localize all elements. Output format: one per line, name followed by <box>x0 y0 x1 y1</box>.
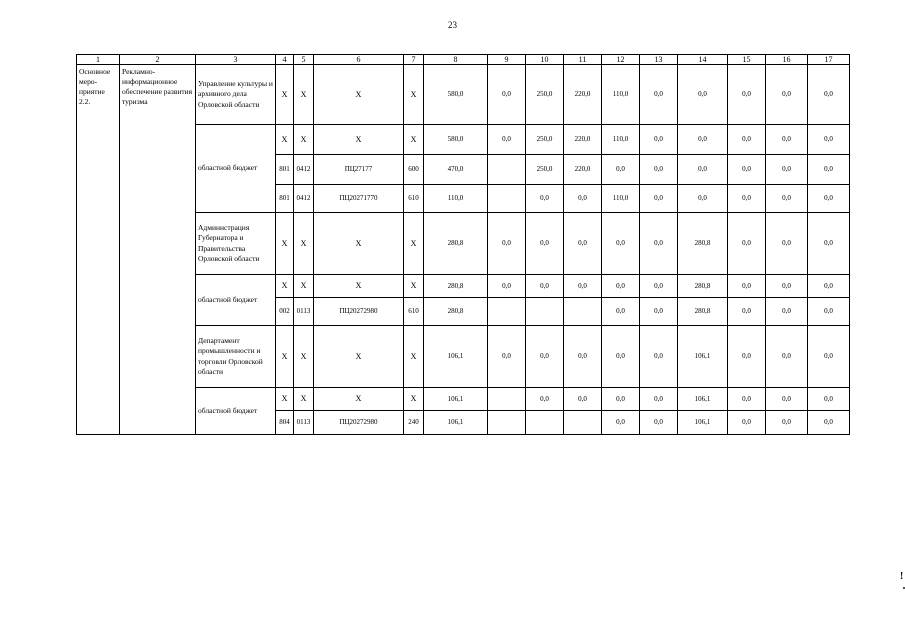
value-cell: 280,8 <box>678 275 728 298</box>
value-cell: 0,0 <box>766 155 808 185</box>
value-cell: 106,1 <box>424 411 488 435</box>
value-cell: 0,0 <box>526 326 564 388</box>
value-cell: Х <box>276 125 294 155</box>
value-cell: 610 <box>404 185 424 213</box>
column-number-12: 12 <box>602 55 640 65</box>
value-cell: 0113 <box>294 298 314 326</box>
value-cell: 0,0 <box>808 411 850 435</box>
value-cell: 0,0 <box>808 388 850 411</box>
value-cell: 0,0 <box>808 275 850 298</box>
value-cell: Х <box>276 213 294 275</box>
value-cell: 0,0 <box>640 65 678 125</box>
value-cell: 0,0 <box>766 213 808 275</box>
value-cell: 801 <box>276 185 294 213</box>
value-cell: 0,0 <box>808 298 850 326</box>
value-cell: ПЦ20271770 <box>314 185 404 213</box>
column-number-2: 2 <box>120 55 196 65</box>
value-cell: 0,0 <box>766 326 808 388</box>
value-cell: 0,0 <box>766 65 808 125</box>
value-cell: 106,1 <box>678 411 728 435</box>
value-cell: Х <box>404 275 424 298</box>
value-cell: 0,0 <box>602 275 640 298</box>
value-cell: 0,0 <box>602 213 640 275</box>
budget-table <box>76 54 850 435</box>
column-number-6: 6 <box>314 55 404 65</box>
value-cell: 280,8 <box>424 275 488 298</box>
value-cell: 0,0 <box>728 298 766 326</box>
value-cell <box>526 298 564 326</box>
value-cell: Х <box>404 326 424 388</box>
value-cell: 280,8 <box>424 213 488 275</box>
value-cell: 0,0 <box>728 275 766 298</box>
value-cell: 0,0 <box>678 65 728 125</box>
value-cell: 0,0 <box>526 213 564 275</box>
value-cell: 280,8 <box>678 298 728 326</box>
org-row <box>77 65 850 125</box>
value-cell: 0,0 <box>488 65 526 125</box>
value-cell: 220,0 <box>564 65 602 125</box>
value-cell: 0,0 <box>564 275 602 298</box>
value-cell: Х <box>404 125 424 155</box>
column-number-3: 3 <box>196 55 276 65</box>
column-number-7: 7 <box>404 55 424 65</box>
value-cell: 0,0 <box>640 185 678 213</box>
value-cell: 0,0 <box>602 388 640 411</box>
value-cell: 0,0 <box>564 388 602 411</box>
value-cell: Х <box>314 125 404 155</box>
value-cell: 0,0 <box>488 326 526 388</box>
column-number-row <box>77 55 850 65</box>
value-cell: 280,8 <box>678 213 728 275</box>
value-cell: 106,1 <box>678 326 728 388</box>
page-number: 23 <box>448 20 457 30</box>
value-cell: 580,0 <box>424 125 488 155</box>
value-cell: 106,1 <box>424 326 488 388</box>
value-cell: 580,0 <box>424 65 488 125</box>
value-cell: 0,0 <box>640 411 678 435</box>
value-cell: Х <box>294 125 314 155</box>
value-cell: Х <box>314 65 404 125</box>
value-cell: 250,0 <box>526 65 564 125</box>
value-cell: 106,1 <box>678 388 728 411</box>
org-name-cell: Администрация Губернатора и Правительства Орловской области <box>196 213 276 275</box>
value-cell: 0,0 <box>808 125 850 155</box>
value-cell: 0,0 <box>488 213 526 275</box>
column-number-13: 13 <box>640 55 678 65</box>
value-cell: 0,0 <box>728 411 766 435</box>
value-cell: Х <box>404 388 424 411</box>
value-cell <box>488 298 526 326</box>
value-cell: 220,0 <box>564 125 602 155</box>
value-cell: 0,0 <box>488 125 526 155</box>
value-cell: 0,0 <box>526 388 564 411</box>
value-cell: 0,0 <box>678 155 728 185</box>
column-number-17: 17 <box>808 55 850 65</box>
budget-source-cell: областной бюджет <box>196 125 276 213</box>
value-cell <box>488 411 526 435</box>
margin-mark: ! <box>900 571 904 582</box>
value-cell: 220,0 <box>564 155 602 185</box>
column-number-11: 11 <box>564 55 602 65</box>
value-cell: 0,0 <box>766 298 808 326</box>
column-number-8: 8 <box>424 55 488 65</box>
value-cell: 0,0 <box>640 213 678 275</box>
value-cell: 0,0 <box>564 213 602 275</box>
value-cell: 0412 <box>294 185 314 213</box>
value-cell: 0,0 <box>488 275 526 298</box>
value-cell <box>564 411 602 435</box>
column-number-14: 14 <box>678 55 728 65</box>
value-cell: Х <box>314 275 404 298</box>
column-number-16: 16 <box>766 55 808 65</box>
value-cell: 0,0 <box>728 185 766 213</box>
value-cell: 0,0 <box>728 213 766 275</box>
value-cell: 0,0 <box>564 185 602 213</box>
value-cell: Х <box>314 388 404 411</box>
value-cell: 0,0 <box>728 388 766 411</box>
value-cell: Х <box>276 326 294 388</box>
value-cell: Х <box>294 275 314 298</box>
value-cell: 0,0 <box>602 411 640 435</box>
value-cell: 0,0 <box>678 185 728 213</box>
org-name-cell: Управление культуры и архивного дела Орловской области <box>196 65 276 125</box>
value-cell: 0,0 <box>678 125 728 155</box>
value-cell: 110,0 <box>424 185 488 213</box>
value-cell: 0,0 <box>526 185 564 213</box>
value-cell: Х <box>276 275 294 298</box>
activity-name-cell: Рекламно-информационное обеспечение развития туризма <box>120 65 196 435</box>
value-cell <box>564 298 602 326</box>
value-cell: Х <box>404 213 424 275</box>
value-cell: Х <box>294 388 314 411</box>
column-number-10: 10 <box>526 55 564 65</box>
column-number-5: 5 <box>294 55 314 65</box>
value-cell: 0,0 <box>640 326 678 388</box>
value-cell: 0,0 <box>564 326 602 388</box>
value-cell: ПЦ20272980 <box>314 411 404 435</box>
column-number-1: 1 <box>77 55 120 65</box>
value-cell <box>488 185 526 213</box>
value-cell: 110,0 <box>602 125 640 155</box>
value-cell: 250,0 <box>526 155 564 185</box>
budget-source-cell: областной бюджет <box>196 275 276 326</box>
value-cell: 600 <box>404 155 424 185</box>
value-cell: Х <box>276 388 294 411</box>
column-number-4: 4 <box>276 55 294 65</box>
value-cell: 0,0 <box>728 326 766 388</box>
value-cell: Х <box>314 326 404 388</box>
budget-source-cell: областной бюджет <box>196 388 276 435</box>
value-cell <box>526 411 564 435</box>
value-cell: 0,0 <box>808 155 850 185</box>
value-cell: 0,0 <box>602 155 640 185</box>
value-cell: 0,0 <box>808 185 850 213</box>
value-cell: 0,0 <box>766 185 808 213</box>
value-cell: Х <box>314 213 404 275</box>
value-cell: 0,0 <box>766 388 808 411</box>
value-cell: 0,0 <box>640 275 678 298</box>
value-cell: 0,0 <box>602 298 640 326</box>
value-cell: 002 <box>276 298 294 326</box>
value-cell: ПЦ20272980 <box>314 298 404 326</box>
value-cell: 0,0 <box>728 155 766 185</box>
column-number-9: 9 <box>488 55 526 65</box>
value-cell: Х <box>294 326 314 388</box>
value-cell: 0,0 <box>640 125 678 155</box>
value-cell: 0,0 <box>808 213 850 275</box>
value-cell: 804 <box>276 411 294 435</box>
value-cell <box>488 155 526 185</box>
value-cell: Х <box>294 213 314 275</box>
value-cell: 280,8 <box>424 298 488 326</box>
value-cell: ПЦ27177 <box>314 155 404 185</box>
value-cell: 0113 <box>294 411 314 435</box>
value-cell: Х <box>404 65 424 125</box>
value-cell: 0,0 <box>766 275 808 298</box>
value-cell <box>488 388 526 411</box>
value-cell: 110,0 <box>602 185 640 213</box>
value-cell: Х <box>276 65 294 125</box>
value-cell: 0,0 <box>766 411 808 435</box>
value-cell: 240 <box>404 411 424 435</box>
value-cell: 0,0 <box>808 326 850 388</box>
value-cell: 0,0 <box>640 155 678 185</box>
value-cell: 0,0 <box>808 65 850 125</box>
org-name-cell: Департамент промышленности и торговли Орловской области <box>196 326 276 388</box>
value-cell: 0,0 <box>766 125 808 155</box>
value-cell: 250,0 <box>526 125 564 155</box>
value-cell: 0,0 <box>728 125 766 155</box>
value-cell: 106,1 <box>424 388 488 411</box>
value-cell: 0412 <box>294 155 314 185</box>
value-cell: 801 <box>276 155 294 185</box>
value-cell: 0,0 <box>526 275 564 298</box>
value-cell: 0,0 <box>640 298 678 326</box>
value-cell: 610 <box>404 298 424 326</box>
value-cell: 0,0 <box>728 65 766 125</box>
value-cell: 0,0 <box>640 388 678 411</box>
column-number-15: 15 <box>728 55 766 65</box>
value-cell: Х <box>294 65 314 125</box>
value-cell: 0,0 <box>602 326 640 388</box>
activity-code-cell: Основное меро-приятие 2.2. <box>77 65 120 435</box>
value-cell: 110,0 <box>602 65 640 125</box>
value-cell: 470,0 <box>424 155 488 185</box>
